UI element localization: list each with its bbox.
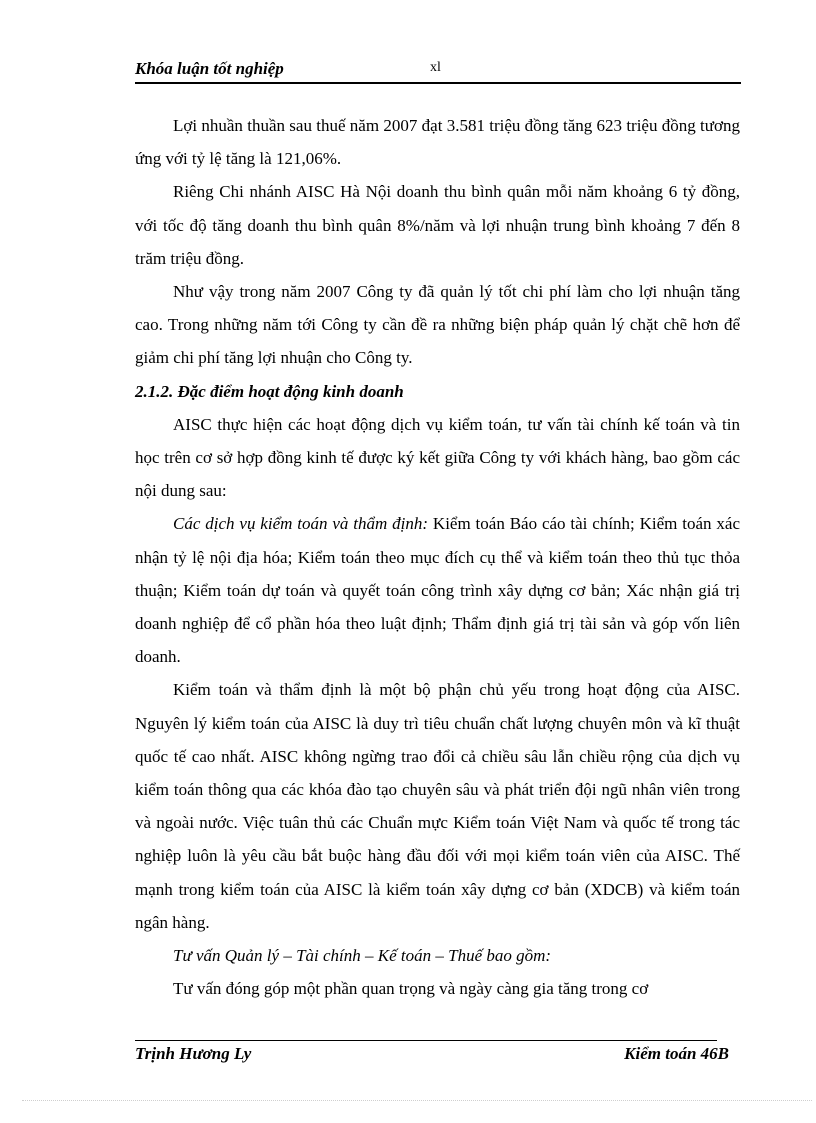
paragraph-audit-principles: Kiểm toán và thẩm định là một bộ phận chủ yếu trong hoạt động của AISC. Nguyên lý kiểm toán của AISC là duy trì tiêu chuẩn chất lượng chuyên môn và kĩ thuật quốc tế cao nhất. AISC không ngừng trao đổi cả chiều sâu lẫn chiều rộng của dịch vụ kiểm toán thông qua các khóa đào tạo chuyên sâu và phát triển đội ngũ nhân viên trong và ngoài nước. Việc tuân thủ các Chuẩn mực Kiểm toán Việt Nam và quốc tế trong tác nghiệp luôn là yêu cầu bắt buộc hàng đầu đối với mọi kiểm toán viên của AISC. Thế mạnh trong kiểm toán của AISC là kiểm toán xây dựng cơ bản (XDCB) và kiểm toán ngân hàng. xyxy=(135,680,740,932)
document-body xyxy=(135,109,740,1005)
paragraph-consulting-heading: Tư vấn Quản lý – Tài chính – Kế toán – Thuế bao gồm: xyxy=(173,946,552,966)
paragraph-hanoi-branch: Riêng Chi nhánh AISC Hà Nội doanh thu bình quân mỗi năm khoảng 6 tỷ đồng, với tốc độ tăng doanh thu bình quân 8%/năm và lợi nhuận trung bình khoảng 7 đến 8 trăm triệu đồng. xyxy=(135,182,740,268)
page-footer xyxy=(135,1040,729,1063)
paragraph-net-profit: Lợi nhuần thuần sau thuế năm 2007 đạt 3.581 triệu đồng tăng 623 triệu đồng tương ứng với tỷ lệ tăng là 121,06%. xyxy=(135,116,740,169)
paragraph-aisc-activities: AISC thực hiện các hoạt động dịch vụ kiểm toán, tư vấn tài chính kế toán và tin học trên cơ sở hợp đồng kinh tế được ký kết giữa Công ty với khách hàng, bao gồm các nội dung sau: xyxy=(135,414,740,501)
footer-author: Trịnh Hương Ly xyxy=(135,1044,252,1063)
paragraph-cost-management: Như vậy trong năm 2007 Công ty đã quản lý tốt chi phí làm cho lợi nhuận tăng cao. Trong những năm tới Công ty cần đề ra những biện pháp quản lý chặt chẽ hơn để giảm chi phí tăng lợi nhuận cho Công ty. xyxy=(135,282,740,368)
page-number: xl xyxy=(430,60,441,75)
paragraph-audit-services xyxy=(135,507,740,673)
page-edge-divider xyxy=(22,1100,812,1101)
audit-services-lead: Các dịch vụ kiểm toán và thẩm định: xyxy=(173,514,429,534)
header-title: Khóa luận tốt nghiệp xyxy=(135,59,284,78)
footer-department: Kiểm toán 46B xyxy=(624,1044,729,1063)
section-heading: 2.1.2. Đặc điểm hoạt động kinh doanh xyxy=(135,381,404,401)
audit-services-text: Kiểm toán Báo cáo tài chính; Kiểm toán xác nhận tỷ lệ nội địa hóa; Kiểm toán theo mục đích cụ thể và kiểm toán theo thủ tục thỏa thuận; Kiểm toán dự toán và quyết toán công trình xây dựng cơ bản; Xác nhận giá trị doanh nghiệp để cổ phần hóa theo luật định; Thẩm định giá trị tài sản và góp vốn liên doanh. xyxy=(135,514,741,667)
paragraph-consulting: Tư vấn đóng góp một phần quan trọng và ngày càng gia tăng trong cơ xyxy=(173,979,649,999)
page-header xyxy=(135,58,741,84)
